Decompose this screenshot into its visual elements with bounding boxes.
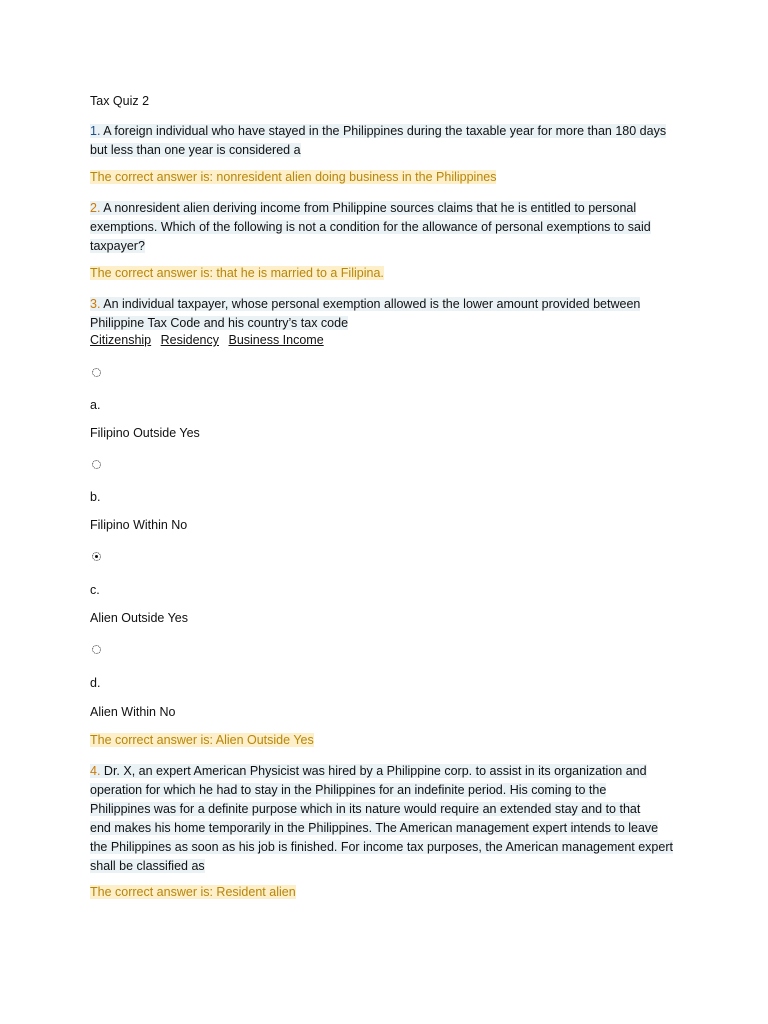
question-text: Philippines was for a definite purpose which in its nature would require an extended stay and to that [90,802,641,816]
question-text: A nonresident alien deriving income from Philippine sources claims that he is entitled to personal [103,201,637,215]
question-text: but less than one year is considered a [90,143,301,157]
correct-answer: The correct answer is: nonresident alien doing business in the Philippines [90,170,497,184]
question-4 [90,762,673,876]
correct-answer: The correct answer is: Resident alien [90,885,296,899]
question-text: operation for which he had to stay in the Philippines for an indefinite period. His coming to the [90,783,607,797]
question-text: An individual taxpayer, whose personal exemption allowed is the lower amount provided between [103,297,641,311]
question-number: 3. [90,297,101,311]
question-number: 1. [90,124,101,138]
page-title: Tax Quiz 2 [90,94,150,108]
option-text: Alien Within No [90,705,176,719]
option-letter: d. [90,676,101,690]
question-1 [90,122,666,160]
header-citizenship: Citizenship [90,333,152,347]
correct-answer: The correct answer is: Alien Outside Yes [90,733,314,747]
option-text: Filipino Within No [90,518,188,532]
question-text: A foreign individual who have stayed in the Philippines during the taxable year for more than 180 days [103,124,667,138]
option-letter: c. [90,583,100,597]
question-text: taxpayer? [90,239,145,253]
question-text: shall be classified as [90,859,205,873]
question-text: end makes his home temporarily in the Philippines. The American management expert intends to leave [90,821,659,835]
question-2 [90,199,651,256]
header-business-income: Business Income [228,333,324,347]
question-text: the Philippines as soon as his job is finished. For income tax purposes, the American management expert [90,840,673,854]
header-residency: Residency [160,333,219,347]
correct-answer: The correct answer is: that he is married to a Filipina. [90,266,384,280]
option-letter: a. [90,398,101,412]
question-text: exemptions. Which of the following is not a condition for the allowance of personal exemptions to said [90,220,651,234]
question-number: 2. [90,201,101,215]
question-text: Philippine Tax Code and his country’s tax code [90,316,349,330]
option-text: Filipino Outside Yes [90,426,200,440]
question-number: 4. [90,764,101,778]
question-text: Dr. X, an expert American Physicist was hired by a Philippine corp. to assist in its organization and [103,764,647,778]
column-headers [90,333,330,347]
option-letter: b. [90,490,101,504]
question-3 [90,295,640,333]
radio-option-b[interactable] [92,460,101,469]
option-text: Alien Outside Yes [90,611,188,625]
radio-option-a[interactable] [92,368,101,377]
radio-option-d[interactable] [92,645,101,654]
radio-option-c[interactable] [92,552,101,561]
